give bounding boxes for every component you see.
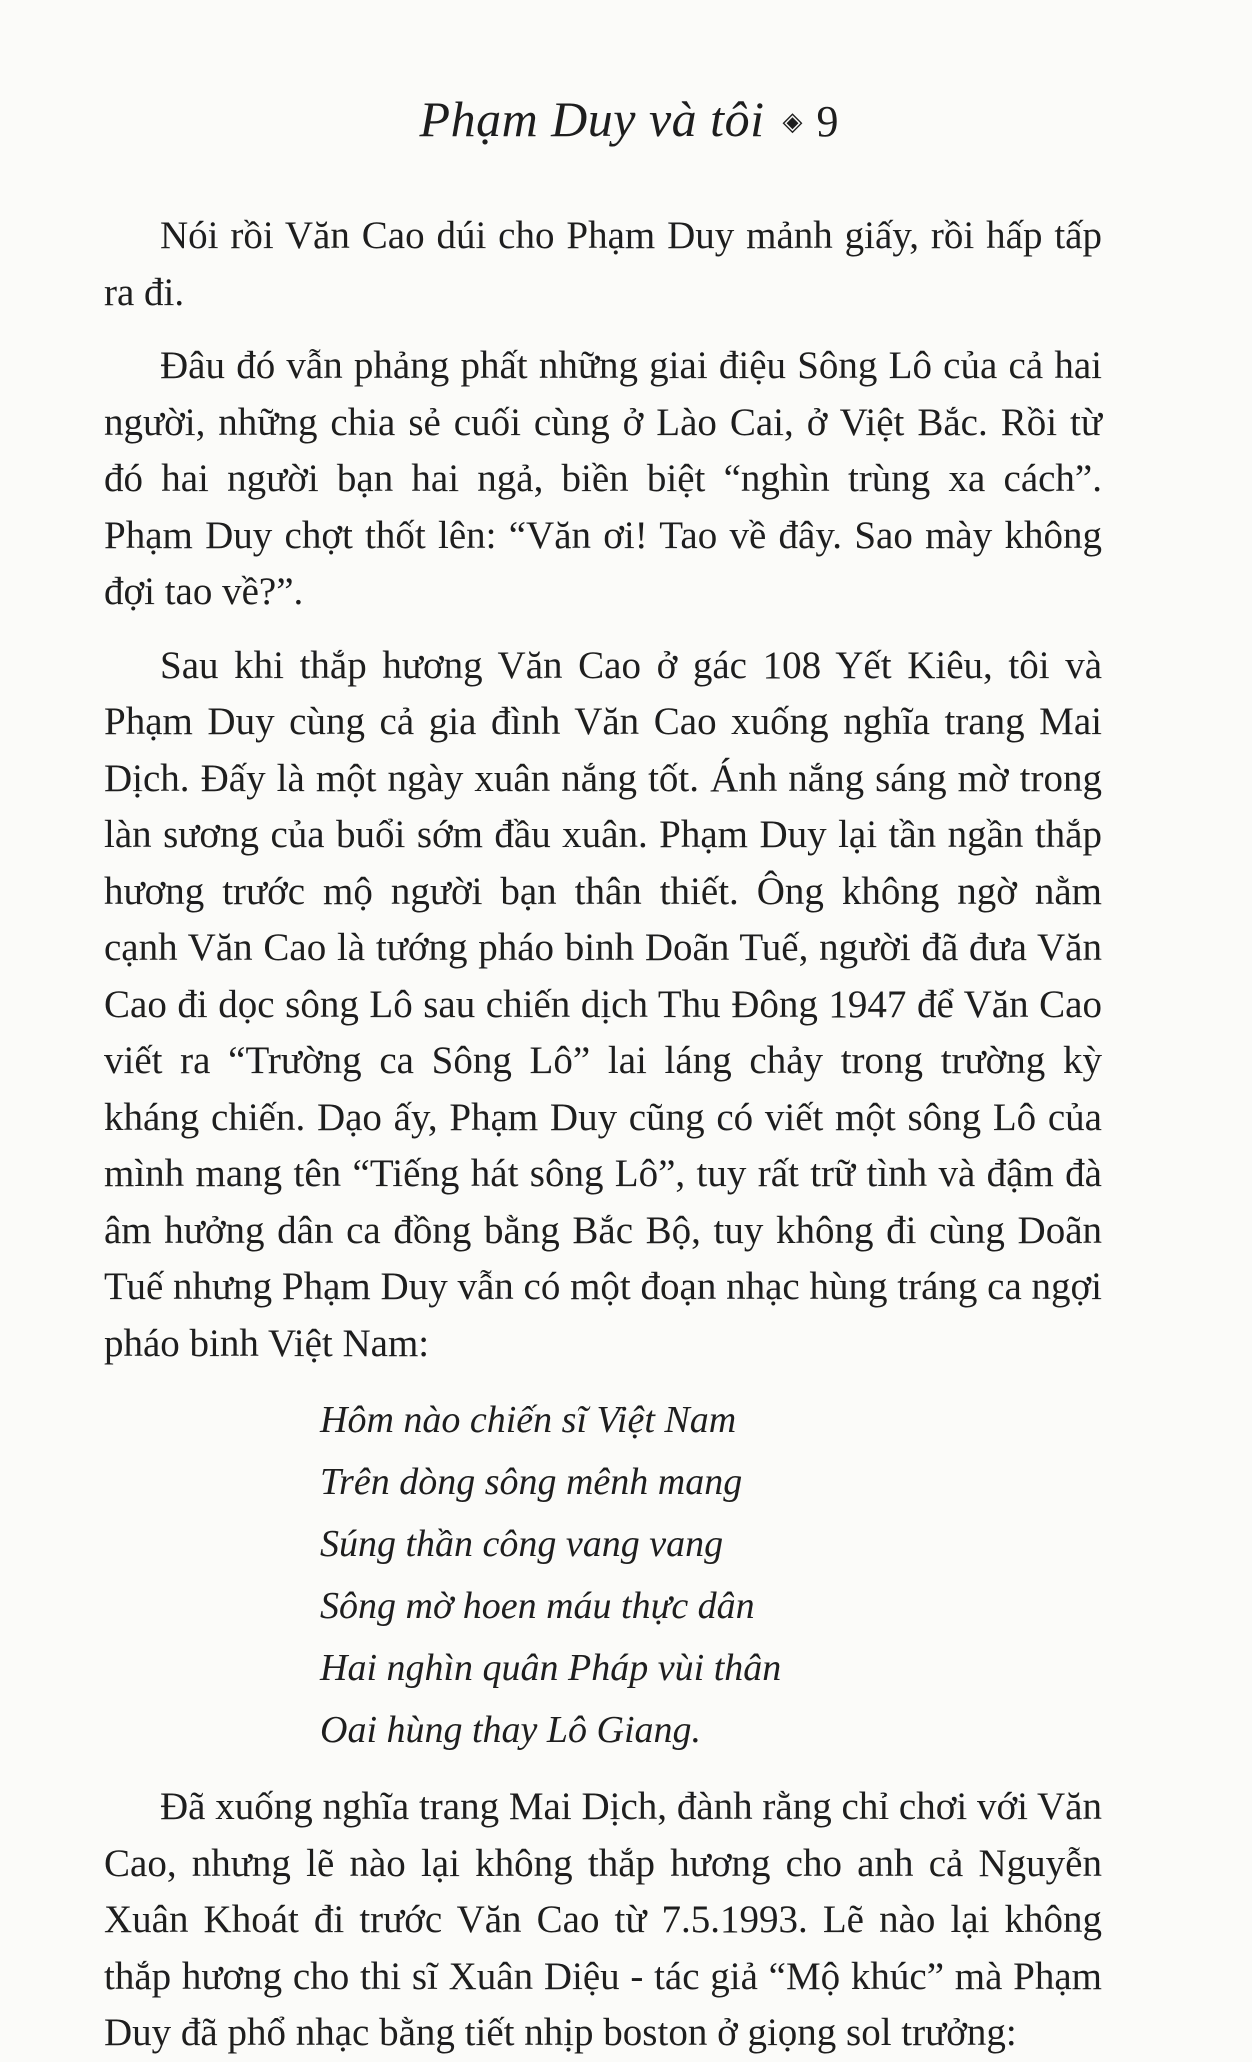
lyric-line: Sông mờ hoen máu thực dân [320,1585,755,1627]
page-number: 9 [816,97,839,146]
lyric-line: Oai hùng thay Lô Giang. [320,1709,702,1751]
lyric-line: Hai nghìn quân Pháp vùi thân [320,1647,782,1689]
song-lyrics [320,1389,1102,1761]
diamond-ornament-icon: ◈ [782,107,803,136]
page-header [156,90,1102,170]
lyric-line: Súng thần công vang vang [320,1523,724,1565]
running-title: Phạm Duy và tôi [419,91,765,147]
paragraph: Đã xuống nghĩa trang Mai Dịch, đành rằng chỉ chơi với Văn Cao, nhưng lẽ nào lại không thắp hương cho anh cả Nguyễn Xuân Khoát đi trước Văn Cao từ 7.5.1993. Lẽ nào lại không thắp hương cho thi sĩ Xuân Diệu - tác giả “Mộ khúc” mà Phạm Duy đã phổ nhạc bằng tiết nhịp boston ở giọng sol trưởng: [104,1785,1102,2054]
paragraph: Sau khi thắp hương Văn Cao ở gác 108 Yết Kiêu, tôi và Phạm Duy cùng cả gia đình Văn Cao xuống nghĩa trang Mai Dịch. Đấy là một ngày xuân nắng tốt. Ánh nắng sáng mờ trong làn sương của buổi sớm đầu xuân. Phạm Duy lại tần ngần thắp hương trước mộ người bạn thân thiết. Ông không ngờ nằm cạnh Văn Cao là tướng pháo binh Doãn Tuế, người đã đưa Văn Cao đi dọc sông Lô sau chiến dịch Thu Đông 1947 để Văn Cao viết ra “Trường ca Sông Lô” lai láng chảy trong trường kỳ kháng chiến. Dạo ấy, Phạm Duy cũng có viết một sông Lô của mình mang tên “Tiếng hát sông Lô”, tuy rất trữ tình và đậm đà âm hưởng dân ca đồng bằng Bắc Bộ, tuy không đi cùng Doãn Tuế nhưng Phạm Duy vẫn có một đoạn nhạc hùng tráng ca ngợi pháo binh Việt Nam: [104,643,1102,1365]
lyric-line: Trên dòng sông mênh mang [320,1461,743,1503]
lyric-line: Hôm nào chiến sĩ Việt Nam [320,1399,737,1441]
paragraph: Nói rồi Văn Cao dúi cho Phạm Duy mảnh giấy, rồi hấp tấp ra đi. [104,214,1102,314]
paragraph: Đâu đó vẫn phảng phất những giai điệu Sông Lô của cả hai người, những chia sẻ cuối cùng ở Lào Cai, ở Việt Bắc. Rồi từ đó hai người bạn hai ngả, biền biệt “nghìn trùng xa cách”. Phạm Duy chợt thốt lên: “Văn ơi! Tao về đây. Sao mày không đợi tao về?”. [104,344,1102,613]
